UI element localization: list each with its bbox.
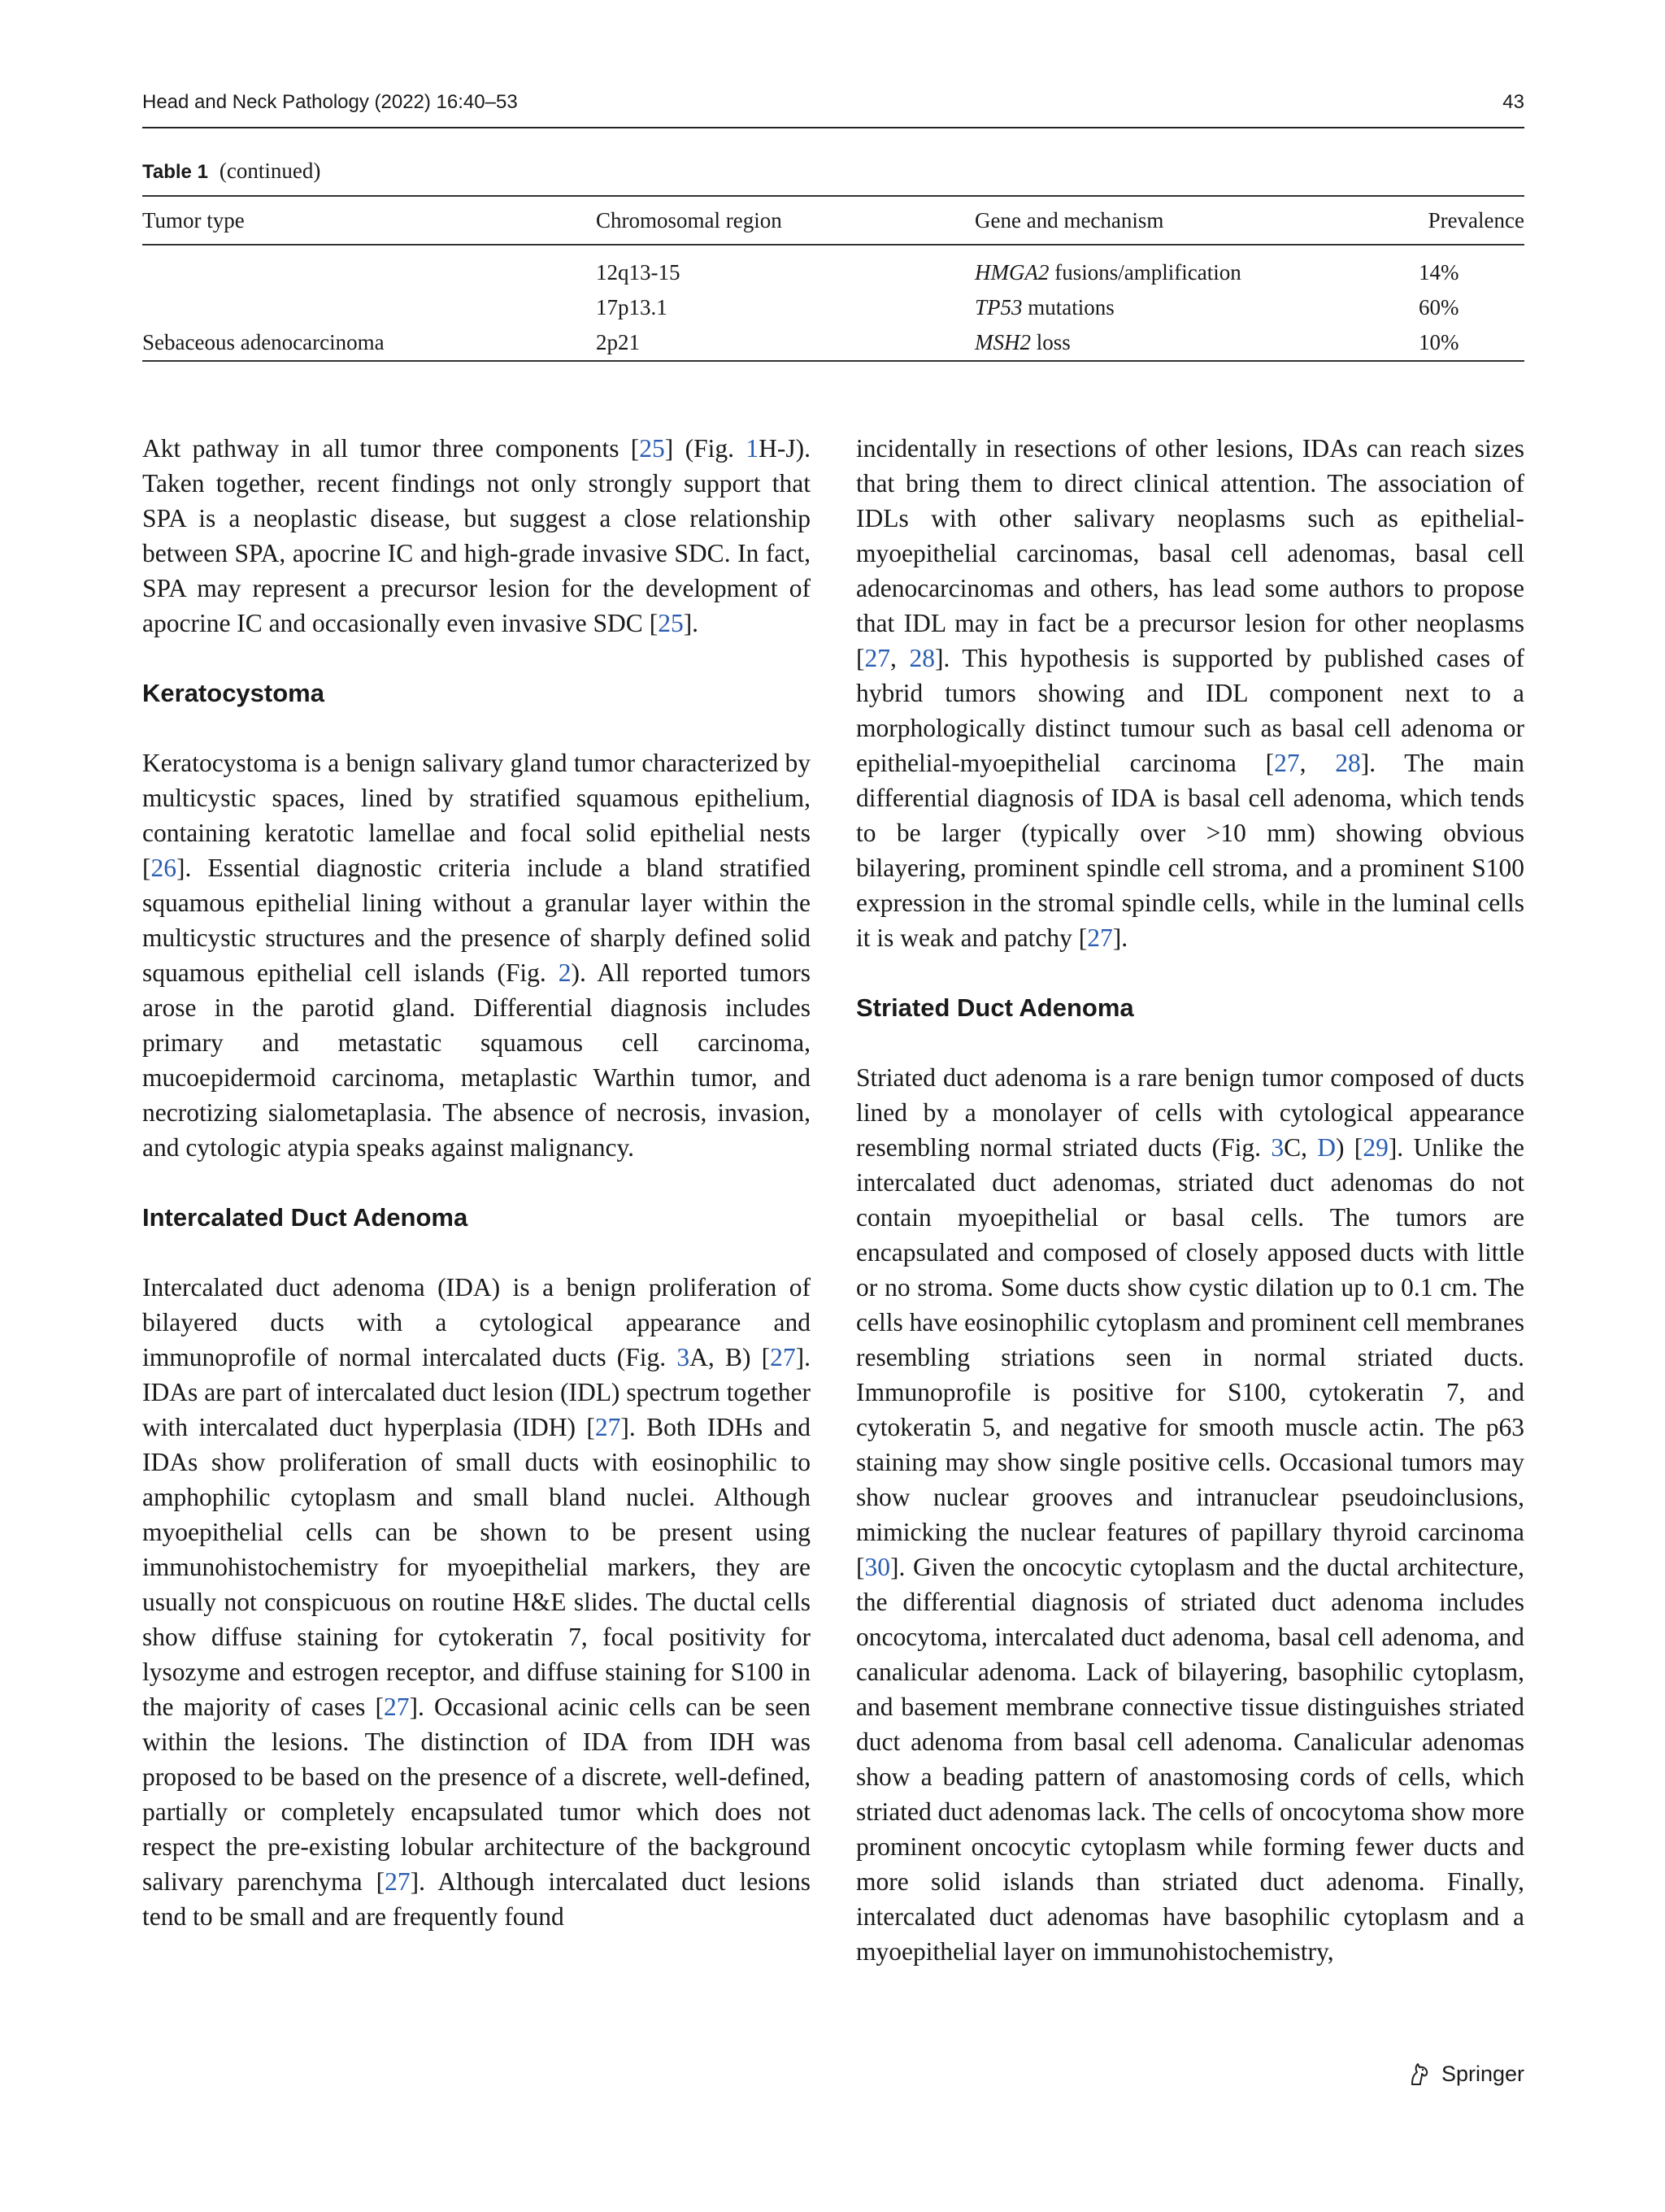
text-run: H-J). Taken together, recent findings not only strongly support that SPA is a neoplastic disease, but suggest a close relationship between SPA, apocrine IC and high-grade invasive SDC. In fact, SPA may represent a precursor lesion for the development of apocrine IC and occasionally even invasive SDC [	[142, 434, 811, 637]
cell-prevalence: 10%	[1419, 330, 1459, 354]
citation-link[interactable]: 29	[1363, 1133, 1389, 1162]
text-run: ). All reported tumors arose in the parotid gland. Differential diagnosis includes primary and metastatic squamous cell carcinoma, mucoepidermoid carcinoma, metaplastic Warthin tumor, and necrotizing sialometaplasia. The absence of necrosis, invasion, and cytologic atypia speaks against malignancy.	[142, 958, 811, 1162]
gene-mechanism: fusions/amplification	[1049, 260, 1241, 285]
table-continued: (continued)	[219, 159, 321, 183]
text-run: ]. Unlike the intercalated duct adenomas, striated duct adenomas do not contain myoepithelial or basal cells. The tumors are encapsulated and composed of closely apposed ducts with little or no stroma. Some ducts show cystic dilation up to 0.1 cm. The cells have eosinophilic cytoplasm and prominent cell membranes resembling striations seen in normal striated ducts. Immunoprofile is positive for S100, cytokeratin 7, and cytokeratin 5, and negative for smooth muscle actin. The p63 staining may show single positive cells. Occasional tumors may show nuclear grooves and intranuclear pseudoinclusions, mimicking the nuclear features of papillary thyroid carcinoma [	[856, 1133, 1525, 1581]
right-column	[856, 431, 1524, 1969]
text-run: C,	[1284, 1133, 1318, 1162]
text-run: ].	[683, 609, 699, 637]
gene-name: HMGA2	[975, 260, 1050, 285]
citation-link[interactable]: 27	[594, 1413, 621, 1441]
cell-prevalence: 14%	[1419, 260, 1459, 285]
figure-link[interactable]: D	[1317, 1133, 1337, 1162]
table-row	[142, 290, 1524, 325]
citation-link[interactable]: 27	[385, 1867, 411, 1896]
citation-link[interactable]: 27	[383, 1693, 410, 1721]
table-label: Table 1	[142, 161, 208, 183]
section-heading-intercalated-duct-adenoma: Intercalated Duct Adenoma	[142, 1203, 468, 1232]
cell-region: 12q13-15	[596, 260, 680, 285]
text-run: ) [	[1336, 1133, 1363, 1162]
cell-tumor-type: Sebaceous adenocarcinoma	[142, 330, 385, 354]
figure-link[interactable]: 2	[558, 958, 572, 987]
paragraph	[142, 745, 811, 1165]
citation-link[interactable]: 28	[909, 644, 935, 672]
citation-link[interactable]: 27	[770, 1343, 796, 1371]
text-run: ]. Both IDHs and IDAs show proliferation of small ducts with eosinophilic to amphophilic cytoplasm and small bland nuclei. Although myoepithelial cells can be shown to be present using immunohistochemistry for myoepithelial markers, they are usually not conspicuous on routine H&E slides. The ductal cells show diffuse staining for cytokeratin 7, focal positivity for lysozyme and estrogen receptor, and diffuse staining for S100 in the majority of cases [	[142, 1413, 811, 1721]
journal-reference: Head and Neck Pathology (2022) 16:40–53	[142, 91, 518, 113]
text-run: ]. Although intercalated duct lesions tend to be small and are frequently found	[142, 1867, 811, 1931]
citation-link[interactable]: 30	[864, 1553, 890, 1581]
springer-horse-icon	[1406, 2060, 1433, 2088]
text-run: ]. Given the oncocytic cytoplasm and the ductal architecture, the differential diagnosis of striated duct adenoma includes oncocytoma, intercalated duct adenoma, basal cell adenoma, and canalicular adenoma. Lack of bilayering, basophilic cytoplasm, and basement membrane connective tissue distinguishes striated duct adenoma from basal cell adenoma. Canalicular adenomas show a beading pattern of anastomosing cords of cells, which striated duct adenomas lack. The cells of oncocytoma show more prominent oncocytic cytoplasm while forming fewer ducts and more solid islands than striated duct adenoma. Finally, intercalated duct adenomas have basophilic cytoplasm and a myoepithelial layer on immunohistochemistry,	[856, 1553, 1524, 1966]
section-heading-keratocystoma: Keratocystoma	[142, 679, 324, 707]
page-header	[142, 85, 1524, 128]
text-run: ]. Essential diagnostic criteria include a bland stratified squamous epithelial lining without a granular layer within the multicystic structures and the presence of sharply defined solid squamous epithelial cell islands (Fig.	[142, 854, 811, 987]
table-header-row	[142, 196, 1524, 245]
cell-gene	[975, 325, 1419, 361]
citation-link[interactable]: 25	[658, 609, 684, 637]
paragraph	[142, 431, 811, 641]
citation-link[interactable]: 25	[639, 434, 665, 463]
col-header-gene-mechanism: Gene and mechanism	[975, 207, 1164, 232]
text-run: ]. IDAs are part of intercalated duct lesion (IDL) spectrum together with intercalated duct hyperplasia (IDH) [	[142, 1343, 811, 1441]
data-table	[142, 195, 1524, 362]
cell-region: 2p21	[596, 330, 640, 354]
col-header-prevalence: Prevalence	[1428, 207, 1524, 232]
text-run: Keratocystoma is a benign salivary gland tumor characterized by multicystic spaces, lined by stratified squamous epithelium, containing keratotic lamellae and focal solid epithelial nests [	[142, 749, 811, 882]
figure-link[interactable]: 3	[1271, 1133, 1285, 1162]
cell-gene	[975, 245, 1419, 290]
cell-tumor-type	[142, 245, 596, 290]
figure-link[interactable]: 1	[746, 434, 759, 463]
paragraph	[856, 1060, 1524, 1969]
gene-name: TP53	[975, 295, 1023, 319]
figure-link[interactable]: 3	[676, 1343, 690, 1371]
page-number: 43	[1502, 91, 1524, 113]
publisher-logo	[1406, 2060, 1524, 2088]
table-caption	[142, 159, 320, 184]
cell-tumor-type	[142, 290, 596, 325]
text-run: Striated duct adenoma is a rare benign tumor composed of ducts lined by a monolayer of cells with cytological appearance resembling normal striated ducts (Fig.	[856, 1063, 1524, 1162]
text-run: ,	[1299, 749, 1336, 777]
paragraph	[142, 1270, 811, 1934]
text-run: ].	[1112, 923, 1128, 952]
gene-mechanism: loss	[1031, 330, 1071, 354]
text-run: Intercalated duct adenoma (IDA) is a benign proliferation of bilayered ducts with a cytological appearance and immunoprofile of normal intercalated ducts (Fig.	[142, 1273, 811, 1371]
text-run: ]. The main differential diagnosis of IDA is basal cell adenoma, which tends to be larger (typically over >10 mm) showing obvious bilayering, prominent spindle cell stroma, and a prominent S100 expression in the stromal spindle cells, while in the luminal cells it is weak and patchy [	[856, 749, 1524, 952]
col-header-tumor-type: Tumor type	[142, 207, 245, 232]
table-row	[142, 325, 1524, 361]
section-heading-striated-duct-adenoma: Striated Duct Adenoma	[856, 993, 1134, 1022]
text-run: ]. This hypothesis is supported by published cases of hybrid tumors showing and IDL component next to a morphologically distinct tumour such as basal cell adenoma or epithelial-myoepithelial carcinoma [	[856, 644, 1525, 777]
citation-link[interactable]: 27	[1274, 749, 1300, 777]
text-run: ,	[890, 644, 910, 672]
table-row	[142, 245, 1524, 290]
citation-link[interactable]: 27	[864, 644, 890, 672]
left-column	[142, 431, 811, 1934]
paragraph	[856, 431, 1524, 955]
gene-mechanism: mutations	[1022, 295, 1115, 319]
text-run: A, B) [	[689, 1343, 771, 1371]
col-header-chromosomal-region: Chromosomal region	[596, 207, 782, 232]
citation-link[interactable]: 27	[1087, 923, 1113, 952]
text-run: incidentally in resections of other lesions, IDAs can reach sizes that bring them to direct clinical attention. The association of IDLs with other salivary neoplasms such as epithelial-myoepithelial carcinomas, basal cell adenomas, basal cell adenocarcinomas and others, has lead some authors to propose that IDL may in fact be a precursor lesion for other neoplasms [	[856, 434, 1524, 672]
publisher-name: Springer	[1441, 2061, 1524, 2086]
cell-gene	[975, 290, 1419, 325]
text-run: Akt pathway in all tumor three components [	[142, 434, 640, 463]
citation-link[interactable]: 28	[1335, 749, 1361, 777]
cell-prevalence: 60%	[1419, 295, 1459, 319]
text-run: ]. Occasional acinic cells can be seen within the lesions. The distinction of IDA from IDH was proposed to be based on the presence of a discrete, well-defined, partially or completely encapsulated tumor which does not respect the pre-existing lobular architecture of the background salivary parenchyma [	[142, 1693, 811, 1896]
cell-region: 17p13.1	[596, 295, 667, 319]
gene-name: MSH2	[975, 330, 1031, 354]
text-run: ] (Fig.	[664, 434, 746, 463]
citation-link[interactable]: 26	[150, 854, 176, 882]
